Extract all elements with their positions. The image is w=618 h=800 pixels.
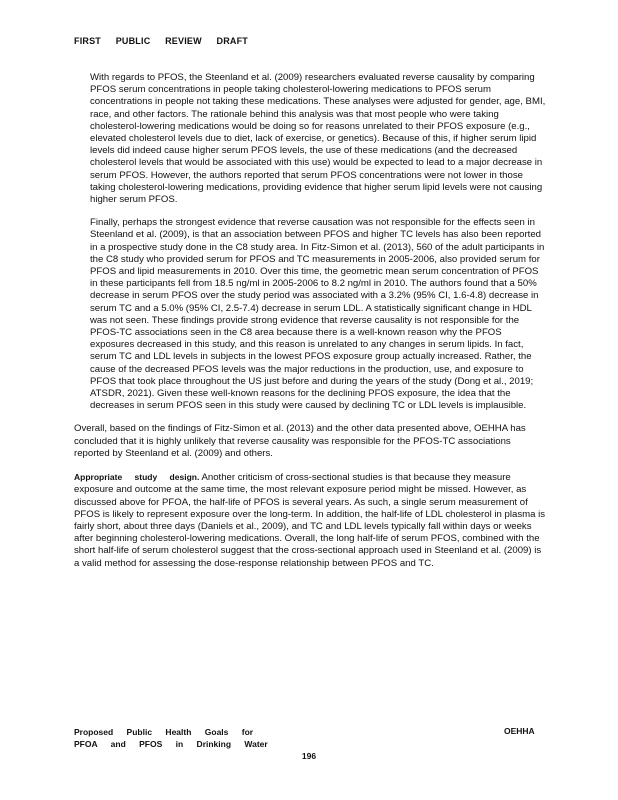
bullet-text: Finally, perhaps the strongest evidence that reverse causation was not responsible for the effects seen in Steenland et al. (2009), is that an association between PFOS and higher TC levels has also been reported in a prospective study done in the C8 study area. In Fitz-Simon et al. (2013), 560 of the adult participants in the C8 study who provided serum for PFOS and TC measurements in 2005-2006, also provided serum for PFOS and lipid measurements in 2010. Over this time, the geometric mean serum concentration of PFOS in these participants fell from 18.5 ng/ml in 2005-2006 to 8.2 ng/ml in 2010. The authors found that a 50% decrease in serum PFOS over the study period was associated with a 3.2% (95% CI, 1.6-4.8) decrease in serum TC and a 5.0% (95% CI, 2.5-7.4) decrease in serum LDL. A statistically significant change in HDL was not seen. These findings provide strong evidence that reverse causality is not responsible for the PFOS-TC associations seen in the C8 area because there is a well-known reason why the PFOS exposures decreased in this study, and this reason is unrelated to any changes in serum lipids. In fact, serum TC and LDL levels in subjects in the lowest PFOS exposure group actually increased. Rather, the cause of the decreased PFOS levels was the major reductions in the production, use, and exposure to PFOS that took place throughout the US just before and during the years of the study (Dong et al., 2019; ATSDR, 2021). Given these well-known reasons for the declining PFOS exposure, the idea that the decreases in serum PFOS seen in this study were caused by declining TC or LDL levels is implausible. <box>90 217 545 412</box>
paragraph-study-design <box>74 471 546 570</box>
draft-header: FIRST PUBLIC REVIEW DRAFT <box>74 36 248 46</box>
paragraph-overall: Overall, based on the findings of Fitz-Simon et al. (2013) and the other data presented above, OEHHA has concluded that it is highly unlikely that reverse causality was responsible for the PFOS-TC associations reported by Steenland et al. (2009) and others. <box>74 423 526 459</box>
page-body <box>74 72 546 581</box>
footer-title <box>74 726 268 750</box>
page-number: 196 <box>301 751 317 761</box>
study-design-text: Another criticism of cross-sectional studies is that because they measure exposure and outcome at the same time, the most relevant exposure period might be missed. However, as discussed above for PFOA, the half-life of PFOS is several years. As such, a single serum measurement of PFOS is likely to represent exposure over the long-term. In addition, the half-life of LDL cholesterol in plasma is fairly short, about three days (Daniels et al., 2009), and TC and LDL levels typically fall within days or weeks after beginning cholesterol-lowering medications. Overall, the long half-life of serum PFOS, combined with the short half-life of serum cholesterol suggest that the cross-sectional approach used in Steenland et al. (2009) is a valid method for assessing the dose-response relationship between PFOS and TC. <box>74 472 546 569</box>
bullet-reverse-causality <box>74 72 546 206</box>
footer-line-2: PFOA and PFOS in Drinking Water <box>74 739 268 749</box>
footer-line-1: Proposed Public Health Goals for <box>74 727 254 737</box>
study-design-heading: Appropriate study design. <box>74 472 200 483</box>
bullet-text: With regards to PFOS, the Steenland et al. (2009) researchers evaluated reverse causality by comparing PFOS serum concentrations in people taking cholesterol-lowering medications to PFOS serum concentrations in people not taking these medications. These analyses were adjusted for gender, age, BMI, race, and other factors. The rationale behind this analysis was that most people who were taking cholesterol-lowering medications would be doing so for reasons unrelated to their PFOS exposure (e.g., elevated cholesterol levels due to diet, lack of exercise, or genetics). Because of this, if higher serum lipid levels did indeed cause higher serum PFOS levels, the use of these medications (and the decreased cholesterol levels that would be associated with this use) would be expected to lead to a major decrease in serum PFOS. However, the authors reported that serum PFOS concentrations were not lower in those taking cholesterol-lowering medications, providing evidence that higher serum lipid levels were not causing higher serum PFOS. <box>90 72 546 206</box>
footer-agency: OEHHA <box>504 726 535 736</box>
bullet-marker <box>74 72 90 206</box>
bullet-prospective-study <box>74 217 546 412</box>
bullet-marker <box>74 217 90 412</box>
